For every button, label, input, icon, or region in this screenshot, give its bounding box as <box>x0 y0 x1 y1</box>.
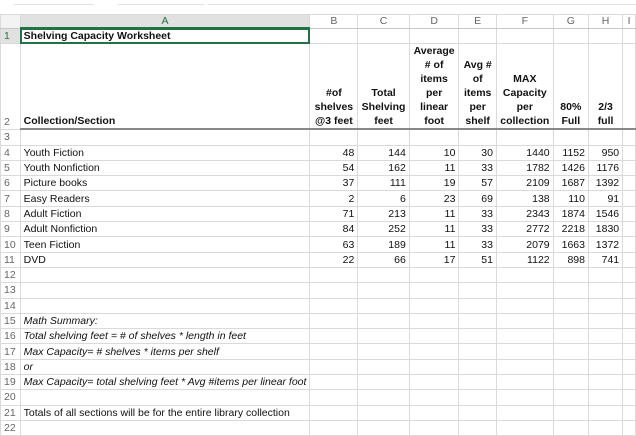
value-cell[interactable]: 1122 <box>496 252 553 267</box>
cell[interactable] <box>623 283 636 298</box>
cell[interactable] <box>358 267 410 282</box>
cell[interactable] <box>310 329 358 344</box>
row-header-16[interactable]: 16 <box>1 329 21 344</box>
cell[interactable] <box>459 375 497 390</box>
value-cell[interactable]: 22 <box>310 252 358 267</box>
table-row <box>1 206 636 221</box>
row-header-9[interactable]: 9 <box>1 222 21 237</box>
cell[interactable] <box>459 329 497 344</box>
cell[interactable] <box>459 283 497 298</box>
cell[interactable] <box>553 313 588 328</box>
cell[interactable] <box>623 375 636 390</box>
cell[interactable] <box>588 28 622 44</box>
cell[interactable] <box>623 191 636 206</box>
value-cell[interactable]: 741 <box>588 252 622 267</box>
row-header-22[interactable]: 22 <box>1 420 21 435</box>
cell[interactable] <box>623 252 636 267</box>
value-cell[interactable]: 138 <box>496 191 553 206</box>
table-row <box>1 252 636 267</box>
cell[interactable] <box>409 329 459 344</box>
cell[interactable] <box>496 298 553 313</box>
column-label[interactable]: MAX Capacity per collection <box>496 44 553 130</box>
note-text[interactable]: Max Capacity= total shelving feet * Avg #items per linear foot <box>20 375 310 390</box>
table-row <box>1 160 636 175</box>
cell[interactable] <box>496 375 553 390</box>
table-row <box>1 145 636 160</box>
cell[interactable] <box>588 420 622 435</box>
value-cell[interactable]: 1392 <box>588 176 622 191</box>
cell[interactable] <box>588 283 622 298</box>
cell[interactable] <box>459 344 497 359</box>
value-cell[interactable]: 33 <box>459 206 497 221</box>
cell[interactable] <box>623 206 636 221</box>
value-cell[interactable]: 1426 <box>553 160 588 175</box>
cell[interactable] <box>553 390 588 405</box>
value-cell[interactable]: 11 <box>409 206 459 221</box>
cell[interactable] <box>623 145 636 160</box>
cell[interactable] <box>310 28 358 44</box>
row-header-2[interactable]: 2 <box>1 44 21 130</box>
value-cell[interactable]: 110 <box>553 191 588 206</box>
cell[interactable] <box>358 28 410 44</box>
cell-a1-title[interactable]: Shelving Capacity Worksheet <box>20 28 310 44</box>
cell[interactable] <box>588 390 622 405</box>
column-header-b[interactable]: B <box>310 15 358 29</box>
cell[interactable] <box>409 405 459 420</box>
cell[interactable] <box>496 267 553 282</box>
cell[interactable] <box>623 329 636 344</box>
column-header-f[interactable]: F <box>496 15 553 29</box>
value-cell[interactable]: 48 <box>310 145 358 160</box>
column-label[interactable]: #of shelves @3 feet <box>310 44 358 130</box>
value-cell[interactable]: 2343 <box>496 206 553 221</box>
table-row <box>1 420 636 435</box>
cell[interactable] <box>459 420 497 435</box>
cell[interactable] <box>409 28 459 44</box>
value-cell[interactable]: 84 <box>310 222 358 237</box>
cell[interactable] <box>496 420 553 435</box>
cell[interactable] <box>623 28 636 44</box>
value-cell[interactable]: 1663 <box>553 237 588 252</box>
cell[interactable] <box>553 375 588 390</box>
cell[interactable] <box>20 298 310 313</box>
section-name[interactable]: Adult Nonfiction <box>20 222 310 237</box>
column-header-c[interactable]: C <box>358 15 410 29</box>
value-cell[interactable]: 189 <box>358 237 410 252</box>
value-cell[interactable]: 1440 <box>496 145 553 160</box>
cell[interactable] <box>588 298 622 313</box>
cell[interactable] <box>588 329 622 344</box>
value-cell[interactable]: 69 <box>459 191 497 206</box>
cell[interactable] <box>588 359 622 374</box>
row-header-13[interactable]: 13 <box>1 283 21 298</box>
cell[interactable] <box>623 176 636 191</box>
cell[interactable] <box>588 375 622 390</box>
column-header-e[interactable]: E <box>459 15 497 29</box>
column-label[interactable]: Average # of items per linear foot <box>409 44 459 130</box>
cell[interactable] <box>358 344 410 359</box>
cell[interactable] <box>409 298 459 313</box>
cell[interactable] <box>310 359 358 374</box>
cell[interactable] <box>409 359 459 374</box>
cell[interactable] <box>310 298 358 313</box>
cell[interactable] <box>358 405 410 420</box>
row-header-8[interactable]: 8 <box>1 206 21 221</box>
cell[interactable] <box>20 390 310 405</box>
cell[interactable] <box>496 283 553 298</box>
value-cell[interactable]: 10 <box>409 145 459 160</box>
table-row <box>1 344 636 359</box>
section-name[interactable]: Youth Nonfiction <box>20 160 310 175</box>
value-cell[interactable]: 33 <box>459 222 497 237</box>
value-cell[interactable]: 1830 <box>588 222 622 237</box>
value-cell[interactable]: 111 <box>358 176 410 191</box>
cell[interactable] <box>496 390 553 405</box>
value-cell[interactable]: 1687 <box>553 176 588 191</box>
cell[interactable] <box>588 313 622 328</box>
section-name[interactable]: DVD <box>20 252 310 267</box>
cell[interactable] <box>358 359 410 374</box>
row-header-11[interactable]: 11 <box>1 252 21 267</box>
cell[interactable] <box>310 283 358 298</box>
cell[interactable] <box>553 359 588 374</box>
value-cell[interactable]: 6 <box>358 191 410 206</box>
cell[interactable] <box>310 420 358 435</box>
value-cell[interactable]: 33 <box>459 160 497 175</box>
value-cell[interactable]: 37 <box>310 176 358 191</box>
cell[interactable] <box>358 420 410 435</box>
cell[interactable] <box>459 390 497 405</box>
cell[interactable] <box>409 375 459 390</box>
table-row <box>1 329 636 344</box>
row-header-20[interactable]: 20 <box>1 390 21 405</box>
value-cell[interactable]: 11 <box>409 160 459 175</box>
cell[interactable] <box>409 420 459 435</box>
column-label[interactable]: Avg # of items per shelf <box>459 44 497 130</box>
select-all-corner[interactable] <box>1 15 21 29</box>
cell[interactable] <box>623 222 636 237</box>
value-cell[interactable]: 11 <box>409 222 459 237</box>
cell[interactable] <box>409 344 459 359</box>
value-cell[interactable]: 23 <box>409 191 459 206</box>
table-row <box>1 28 636 44</box>
cell[interactable] <box>496 359 553 374</box>
table-row <box>1 237 636 252</box>
cell[interactable] <box>310 129 358 145</box>
cell[interactable] <box>409 313 459 328</box>
cell[interactable] <box>20 283 310 298</box>
value-cell[interactable]: 1546 <box>588 206 622 221</box>
cell[interactable] <box>623 313 636 328</box>
cell[interactable] <box>459 298 497 313</box>
table-row <box>1 267 636 282</box>
row-header-17[interactable]: 17 <box>1 344 21 359</box>
cell[interactable] <box>623 344 636 359</box>
note-text[interactable]: Total shelving feet = # of shelves * length in feet <box>20 329 310 344</box>
cell[interactable] <box>358 313 410 328</box>
ribbon-edge <box>0 0 636 14</box>
cell[interactable] <box>459 28 497 44</box>
cell[interactable] <box>20 420 310 435</box>
value-cell[interactable]: 1176 <box>588 160 622 175</box>
value-cell[interactable]: 898 <box>553 252 588 267</box>
column-header-i[interactable]: I <box>623 15 636 29</box>
table-row <box>1 359 636 374</box>
row-header-7[interactable]: 7 <box>1 191 21 206</box>
cell[interactable] <box>496 344 553 359</box>
cell[interactable] <box>553 298 588 313</box>
row-header-21[interactable]: 21 <box>1 405 21 420</box>
cell[interactable] <box>459 405 497 420</box>
value-cell[interactable]: 1372 <box>588 237 622 252</box>
cell[interactable] <box>623 129 636 145</box>
value-cell[interactable]: 33 <box>459 237 497 252</box>
row-header-15[interactable]: 15 <box>1 313 21 328</box>
cell[interactable] <box>553 129 588 145</box>
row-header-14[interactable]: 14 <box>1 298 21 313</box>
row-header-1[interactable]: 1 <box>1 28 21 44</box>
value-cell[interactable]: 2109 <box>496 176 553 191</box>
cell[interactable] <box>553 283 588 298</box>
section-name[interactable]: Teen Fiction <box>20 237 310 252</box>
value-cell[interactable]: 252 <box>358 222 410 237</box>
section-name[interactable]: Adult Fiction <box>20 206 310 221</box>
value-cell[interactable]: 17 <box>409 252 459 267</box>
cell[interactable] <box>310 344 358 359</box>
value-cell[interactable]: 2772 <box>496 222 553 237</box>
cell[interactable] <box>459 267 497 282</box>
note-text[interactable]: Math Summary: <box>20 313 310 328</box>
table-row <box>1 375 636 390</box>
cell[interactable] <box>358 298 410 313</box>
column-header-h[interactable]: H <box>588 15 622 29</box>
value-cell[interactable]: 2079 <box>496 237 553 252</box>
row-header-12[interactable]: 12 <box>1 267 21 282</box>
table-row <box>1 283 636 298</box>
table-row <box>1 390 636 405</box>
cell[interactable] <box>553 267 588 282</box>
cell[interactable] <box>623 405 636 420</box>
cell[interactable] <box>496 329 553 344</box>
value-cell[interactable]: 162 <box>358 160 410 175</box>
row-header-4[interactable]: 4 <box>1 145 21 160</box>
cell[interactable] <box>588 405 622 420</box>
value-cell[interactable]: 30 <box>459 145 497 160</box>
cell[interactable] <box>459 313 497 328</box>
column-header-row <box>1 15 636 29</box>
spreadsheet-grid[interactable] <box>0 14 636 436</box>
cell[interactable] <box>553 420 588 435</box>
value-cell[interactable]: 19 <box>409 176 459 191</box>
value-cell[interactable]: 54 <box>310 160 358 175</box>
value-cell[interactable]: 57 <box>459 176 497 191</box>
column-header-d[interactable]: D <box>409 15 459 29</box>
cell[interactable] <box>358 283 410 298</box>
value-cell[interactable]: 950 <box>588 145 622 160</box>
value-cell[interactable]: 63 <box>310 237 358 252</box>
row-header-19[interactable]: 19 <box>1 375 21 390</box>
value-cell[interactable]: 2 <box>310 191 358 206</box>
cell[interactable] <box>409 267 459 282</box>
column-label[interactable]: 80% Full <box>553 44 588 130</box>
table-row <box>1 129 636 145</box>
cell[interactable] <box>553 405 588 420</box>
cell[interactable] <box>310 390 358 405</box>
cell[interactable] <box>623 359 636 374</box>
cell[interactable] <box>310 313 358 328</box>
cell[interactable] <box>409 129 459 145</box>
value-cell[interactable]: 2218 <box>553 222 588 237</box>
cell[interactable] <box>459 359 497 374</box>
section-name[interactable]: Youth Fiction <box>20 145 310 160</box>
table-row <box>1 191 636 206</box>
row-header-6[interactable]: 6 <box>1 176 21 191</box>
column-label[interactable]: 2/3 full <box>588 44 622 130</box>
cell[interactable] <box>623 420 636 435</box>
table-row <box>1 313 636 328</box>
column-label[interactable]: Collection/Section <box>20 44 310 130</box>
value-cell[interactable]: 1874 <box>553 206 588 221</box>
value-cell[interactable]: 1782 <box>496 160 553 175</box>
value-cell[interactable]: 91 <box>588 191 622 206</box>
cell[interactable] <box>459 129 497 145</box>
value-cell[interactable]: 144 <box>358 145 410 160</box>
row-header-3[interactable]: 3 <box>1 129 21 145</box>
cell[interactable] <box>358 129 410 145</box>
cell[interactable] <box>496 313 553 328</box>
table-row <box>1 405 636 420</box>
cell[interactable] <box>310 267 358 282</box>
cell[interactable] <box>310 375 358 390</box>
table-row <box>1 44 636 130</box>
value-cell[interactable]: 51 <box>459 252 497 267</box>
column-label[interactable]: Total Shelving feet <box>358 44 410 130</box>
value-cell[interactable]: 66 <box>358 252 410 267</box>
note-text[interactable]: Totals of all sections will be for the entire library collection <box>20 405 310 420</box>
row-header-10[interactable]: 10 <box>1 237 21 252</box>
cell[interactable] <box>623 298 636 313</box>
note-text[interactable]: Max Capacity= # shelves * items per shelf <box>20 344 310 359</box>
cell[interactable] <box>20 267 310 282</box>
value-cell[interactable]: 11 <box>409 237 459 252</box>
table-row <box>1 176 636 191</box>
cell[interactable] <box>358 375 410 390</box>
cell[interactable] <box>623 44 636 130</box>
cell[interactable] <box>310 405 358 420</box>
cell[interactable] <box>409 390 459 405</box>
column-header-a[interactable]: A <box>20 15 310 29</box>
cell[interactable] <box>20 129 310 145</box>
row-header-18[interactable]: 18 <box>1 359 21 374</box>
cell[interactable] <box>553 329 588 344</box>
value-cell[interactable]: 213 <box>358 206 410 221</box>
cell[interactable] <box>358 329 410 344</box>
value-cell[interactable]: 71 <box>310 206 358 221</box>
row-header-5[interactable]: 5 <box>1 160 21 175</box>
cell[interactable] <box>553 344 588 359</box>
cell[interactable] <box>623 390 636 405</box>
section-name[interactable]: Easy Readers <box>20 191 310 206</box>
cell[interactable] <box>496 405 553 420</box>
cell[interactable] <box>588 267 622 282</box>
cell[interactable] <box>623 267 636 282</box>
cell[interactable] <box>588 129 622 145</box>
cell[interactable] <box>623 237 636 252</box>
note-text[interactable]: or <box>20 359 310 374</box>
cell[interactable] <box>358 390 410 405</box>
cell[interactable] <box>588 344 622 359</box>
cell[interactable] <box>496 28 553 44</box>
column-header-g[interactable]: G <box>553 15 588 29</box>
cell[interactable] <box>623 160 636 175</box>
value-cell[interactable]: 1152 <box>553 145 588 160</box>
cell[interactable] <box>553 28 588 44</box>
section-name[interactable]: Picture books <box>20 176 310 191</box>
cell[interactable] <box>409 283 459 298</box>
table-row <box>1 222 636 237</box>
table-row <box>1 298 636 313</box>
cell[interactable] <box>496 129 553 145</box>
